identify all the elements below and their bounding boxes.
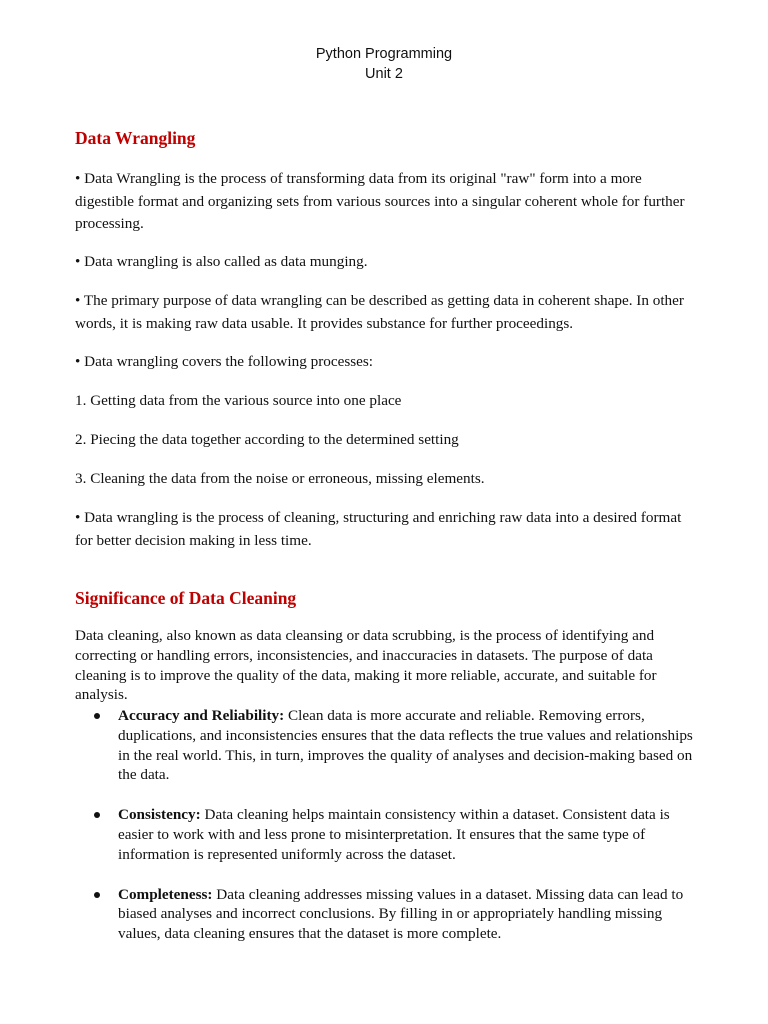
bullet-icon — [94, 892, 100, 898]
bullet-icon — [94, 812, 100, 818]
paragraph-data-cleaning-intro: Data cleaning, also known as data cleansing or data scrubbing, is the process of identifying and correcting or handling errors, inconsistencies, and inaccuracies in datasets. The purpose of data cleaning is to improve the quality of the data, making it more reliable, accurate, and suitable for analysis. — [75, 627, 657, 704]
list-item — [92, 706, 697, 785]
page-header — [0, 44, 768, 84]
heading-significance-data-cleaning: Significance of Data Cleaning — [75, 588, 297, 608]
bullet-term: Completeness: — [118, 885, 213, 903]
paragraph-munging: • Data wrangling is also called as data munging. — [75, 253, 368, 270]
bullet-text: Data cleaning helps maintain consistency within a dataset. Consistent data is easier to work with and less prone to misinterpretation. It ensures that the same type of information is represented uniformly across the dataset. — [118, 806, 670, 863]
paragraph-definition: • Data Wrangling is the process of transforming data from its original "raw" form into a more digestible format and organizing sets from various sources into a singular coherent whole for further processing. — [75, 170, 685, 232]
paragraph-summary: • Data wrangling is the process of cleaning, structuring and enriching raw data into a desired format for better decision making in less time. — [75, 509, 682, 549]
list-item-step-1: 1. Getting data from the various source into one place — [75, 392, 402, 409]
bullet-icon — [94, 713, 100, 719]
header-unit: Unit 2 — [365, 66, 403, 82]
list-item — [92, 805, 697, 864]
paragraph-processes-intro: • Data wrangling covers the following processes: — [75, 353, 374, 370]
heading-data-wrangling: Data Wrangling — [75, 128, 196, 148]
list-item-step-2: 2. Piecing the data together according to the determined setting — [75, 431, 459, 448]
list-item — [92, 885, 697, 944]
header-course-title: Python Programming — [315, 46, 453, 62]
paragraph-purpose: • The primary purpose of data wrangling can be described as getting data in coherent shape. In other words, it is making raw data usable. It provides substance for further proceedings. — [75, 292, 684, 332]
bullet-list — [92, 706, 697, 964]
bullet-text: Clean data is more accurate and reliable. Removing errors, duplications, and inconsistencies ensures that the data reflects the true values and relationships in the real world. This, in turn, improves the quality of analyses and decision-making based on the data. — [118, 707, 693, 784]
bullet-term: Consistency: — [118, 806, 201, 824]
list-item-step-3: 3. Cleaning the data from the noise or erroneous, missing elements. — [75, 470, 485, 487]
bullet-term: Accuracy and Reliability: — [118, 707, 285, 724]
bullet-text: Data cleaning addresses missing values in a dataset. Missing data can lead to biased analyses and incorrect conclusions. By filling in or appropriately handling missing values, data cleaning ensures that the dataset is more complete. — [118, 885, 684, 943]
